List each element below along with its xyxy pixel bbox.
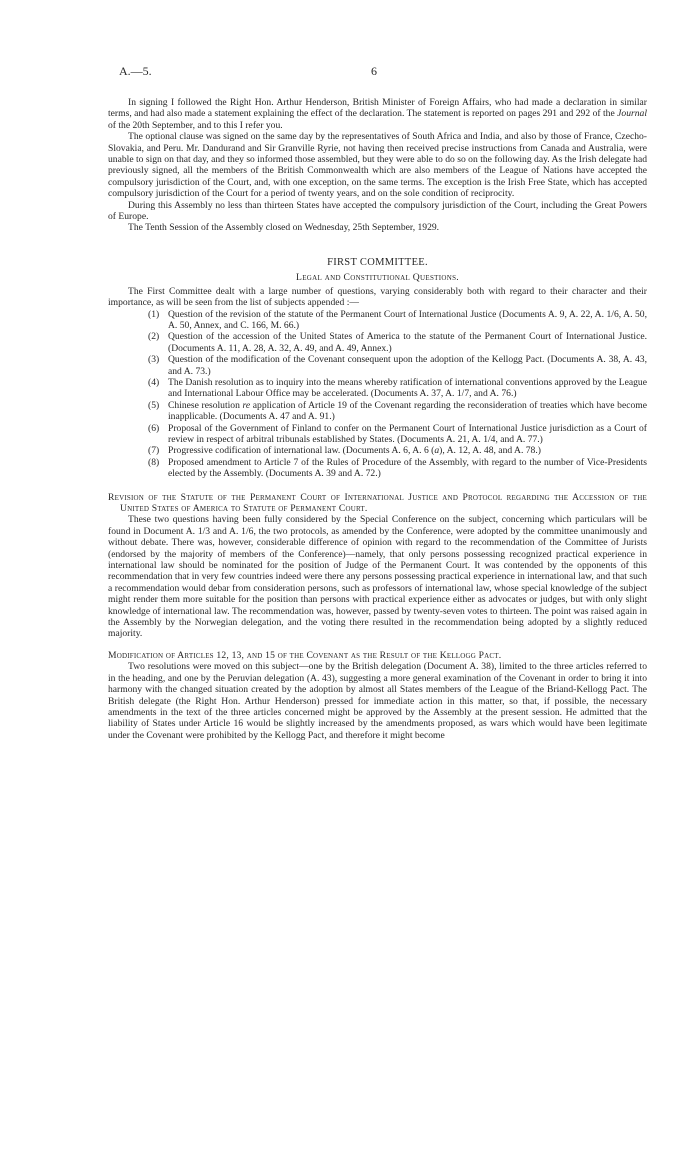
legal-questions-subheading: Legal and Constitutional Questions. bbox=[296, 272, 459, 284]
list-item-number: (4) bbox=[148, 376, 160, 388]
list-item-text: Question of the modification of the Covenant consequent upon the adoption of the Kellogg Pact. (Documents A. 38, A. 43, and A. 73.) bbox=[168, 354, 647, 377]
list-item-text: Chinese resolution bbox=[168, 399, 243, 411]
list-item-text: Question of the accession of the United States of America to the statute of the Permanent Court of International Justice. (Documents A. 11, A. 28, A. 32, A. 49, and A. 49, Annex.) bbox=[168, 331, 647, 354]
list-item-text: ), A. 12, A. 48, and A. 78.) bbox=[439, 445, 541, 457]
list-item bbox=[108, 309, 647, 332]
page-header bbox=[119, 66, 599, 80]
page-number: 6 bbox=[371, 64, 377, 78]
list-item bbox=[108, 354, 647, 377]
list-item bbox=[108, 331, 647, 354]
list-item-number: (7) bbox=[148, 445, 160, 457]
list-item-number: (6) bbox=[148, 422, 160, 434]
journal-italic: Journal bbox=[617, 108, 647, 120]
revision-section-heading: Revision of the Statute of the Permanent Court of International Justice and Protocol regarding the Accession of the United States of America to Statute of Permanent Court. bbox=[108, 491, 647, 514]
list-item-text: Question of the revision of the statute of the Permanent Court of International Justice (Documents A. 9, A. 22, A. 1/6, A. 50, A. 50, Annex, and C. 166, M. 66.) bbox=[168, 308, 647, 331]
revision-paragraph: These two questions having been fully considered by the Special Conference on the subject, concerning which particulars will be found in Document A. 1/3 and A. 1/6, the two protocols, as amended by the Conference, were adopted by the committee unanimously and without debate. There was, however, considerable difference of opinion with regard to the recommendation of the Committee of Jurists (endorsed by the majority of members of the Conference)—namely, that only persons possessing recognized practical experience in international law should be nominated for the position of Judge of the Permanent Court. It was contended by the opponents of this recommendation that in very few countries indeed were there any persons possessing practical experience in international law, and that such a recommendation would debar from consideration persons, such as professors of international law, whose special knowledge of the subject might render them more suitable for the position than persons with practical experience either as advocates or judges, but with only slight knowledge of international law. The recommendation was, however, passed by twenty-seven votes to thirteen. The point was raised again in the Assembly by the Norwegian delegation, and the voting there resulted in the recommendation being adopted by a slightly reduced majority. bbox=[108, 514, 647, 640]
subjects-list bbox=[108, 309, 647, 480]
list-item-text: Proposed amendment to Article 7 of the Rules of Procedure of the Assembly, with regard to the number of Vice-Presidents elected by the Assembly. (Documents A. 39 and A. 72.) bbox=[168, 456, 647, 480]
intro-p1-text-b: of the 20th September, and to this I refer you. bbox=[108, 119, 283, 131]
list-item-number: (8) bbox=[148, 456, 160, 468]
list-item bbox=[108, 445, 647, 456]
list-item-text: The Danish resolution as to inquiry into the means whereby ratification of international conventions approved by the League and International Labour Office may be accelerated. (Documents A. 37, A. 1/7, and A. 76.) bbox=[168, 376, 647, 400]
list-item-text: application of Article 19 of the Covenant regarding the reconsideration of treaties which have become inapplicable. (Documents A. 47 and A. 91.) bbox=[168, 399, 648, 423]
list-item-text: Proposal of the Government of Finland to confer on the Permanent Court of International Justice jurisdiction as a Court of review in respect of arbitral tribunals established by States. (Documents A. 21, A. 1/4, and A. 77.) bbox=[168, 422, 647, 445]
intro-paragraph-3: During this Assembly no less than thirteen States have accepted the compulsory jurisdiction of the Court, including the Great Powers of Europe. bbox=[108, 199, 647, 223]
modification-section-heading: Modification of Articles 12, 13, and 15 of the Covenant as the Result of the Kellogg Pact. bbox=[108, 649, 502, 661]
list-item bbox=[108, 377, 647, 400]
list-item bbox=[108, 457, 647, 480]
list-item bbox=[108, 400, 647, 423]
list-item bbox=[108, 423, 647, 446]
first-committee-heading: FIRST COMMITTEE. bbox=[327, 256, 428, 268]
intro-p1-text-a: In signing I followed the Right Hon. Arthur Henderson, British Minister of Foreign Affairs, who had made a declaration in similar terms, and had also made a statement explaining the effect of the declaration. The statement is reported on pages 291 and 292 of the bbox=[108, 97, 647, 120]
modification-paragraph: Two resolutions were moved on this subject—one by the British delegation (Document A. 38), limited to the three articles referred to in the heading, and one by the Peruvian delegation (A. 43), suggesting a more general examination of the Covenant in order to bring it into harmony with the changed situation created by the adoption by almost all States members of the League of the Briand-Kellogg Pact. The British delegate (the Right Hon. Arthur Henderson) pressed for immediate action in this matter, so that, if possible, the necessary amendments in the text of the three articles concerned might be approved by the Assembly at the present session. He admitted that the liability of States under Article 16 would be slightly increased by the amendments proposed, as wars which would have been legitimate under the Covenant were prohibited by the Kellogg Pact, and therefore it might become bbox=[108, 661, 647, 741]
list-item-text: Progressive codification of international law. (Documents A. 6, A. 6 ( bbox=[168, 445, 435, 457]
list-item-number: (1) bbox=[148, 308, 160, 320]
re-italic: re bbox=[242, 399, 251, 411]
list-item-number: (3) bbox=[148, 354, 160, 366]
list-item-number: (2) bbox=[148, 331, 160, 343]
intro-paragraph-1 bbox=[108, 97, 647, 131]
intro-paragraph-2: The optional clause was signed on the same day by the representatives of South Africa and India, and also by those of France, Czecho-Slovakia, and Peru. Mr. Dandurand and Sir Granville Ryrie, not having then received precise instructions from Canada and Australia, were unable to sign on that day, and they so informed those assembled, but they were able to do so on the following day. As the Irish delegate had previously signed, all the members of the British Commonwealth which are also members of the League of Nations have accepted the compulsory jurisdiction of the Court, and, with one exception, on the same terms. The exception is the Irish Free State, which has accepted compulsory jurisdiction of the Court for a period of twenty years, and on the sole condition of reciprocity. bbox=[108, 131, 647, 200]
a-italic: a bbox=[434, 445, 440, 457]
intro-paragraph-4: The Tenth Session of the Assembly closed on Wednesday, 25th September, 1929. bbox=[128, 222, 440, 234]
page-body bbox=[108, 97, 647, 741]
first-committee-intro: The First Committee dealt with a large number of questions, varying considerably both with regard to their character and their importance, as will be seen from the list of subjects appended :— bbox=[108, 285, 647, 309]
document-reference: A.—5. bbox=[119, 64, 152, 78]
list-item-number: (5) bbox=[148, 399, 160, 411]
